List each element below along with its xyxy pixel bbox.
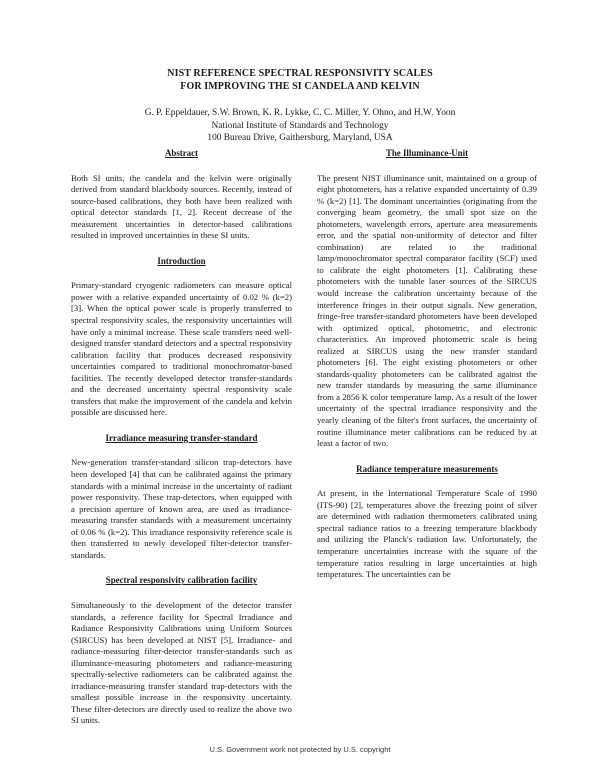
radiance-temperature-text: At present, in the International Temperature Scale of 1990 (ITS-90) [2], temperatures above the freezing point of silver are determined with radiation thermometers calibrated using spectral radiance ratios to a freezing temperature blackbody and utilizing the Planck's radiation law. Unfortunately, the temperature uncertainties increase with the square of the temperature ratios resulting in large uncertainties at high temperatures. The uncertainties can be [317, 488, 537, 580]
left-column [71, 148, 292, 727]
author-institution: National Institute of Standards and Technology [211, 120, 389, 131]
introduction-text: Primary-standard cryogenic radiometers can measure optical power with a relative expanded uncertainty of 0.02 % (k=2) [3]. When the optical power scale is properly transferred to spectral responsivity scales, the responsivity uncertainties will have only a minimal increase. These scale transfers need well-designed transfer standard detectors and a spectral responsivity calibration facility that produces decreased responsivity uncertainties compared to traditional monochromator-based facilities. The recently developed detector transfer-standards and the decreased uncertainty spectral responsivity scale transfers that make the improvement of the candela and kelvin possible are discussed here. [71, 280, 292, 418]
section-heading-spectral-facility: Spectral responsivity calibration facility [105, 575, 258, 586]
author-address: 100 Bureau Drive, Gaithersburg, Maryland, USA [207, 133, 393, 144]
section-heading-illuminance: The Illuminance-Unit [385, 148, 469, 158]
paper-title [0, 67, 600, 93]
irradiance-text: New-generation transfer-standard silicon trap-detectors have been developed [4] that can be calibrated against the primary standards with a minimal increase in the uncertainty of radiant power responsivity. These trap-detectors, when equipped with a precision aperture of known area, are used as irradiance-measuring transfer standards with a measurement uncertainty of 0.06 % (k=2). This irradiance responsivity reference scale is then transferred to newly developed filter-detector transfer-standards. [71, 457, 292, 560]
author-block [0, 107, 600, 145]
illuminance-text: The present NIST illuminance unit, maintained on a group of eight photometers, has a relative expanded uncertainty of 0.39 % (k=2) [1]. The dominant uncertainties (originating from the converging beam geometry, the small spot size on the photometers, wavelength errors, aperture area measurements error, and the spatial non-uniformity of detector and filter combination) are related to the traditional lamp/monochromator spectral comparator facility (SCF) used to calibrate the eight photometers [1]. Calibrating these photometers with the tunable laser sources of the SIRCUS would increase the calibration uncertainty because of the interference fringes in their output signals. New generation, fringe-free transfer-standard photometers have been developed with optimized optical, photometric, and electronic characteristics. An improved photometric scale is being realized at SIRCUS using the new transfer standard photometers [6]. The eight existing photometers or other standards-quality photometers can be calibrated against the new transfer standards by measuring the same illuminance from a 2856 K color temperature lamp. As a result of the lower uncertainty of the spectral irradiance responsivity and the yearly cleaning of the filter's front surfaces, the uncertainty of routine illuminance meter calibrations can be reduced by at least a factor of two. [317, 172, 537, 449]
right-column [317, 148, 537, 581]
section-heading-radiance-temperature: Radiance temperature measurements [356, 463, 498, 474]
section-heading-abstract: Abstract [164, 148, 199, 158]
spectral-facility-text: Simultaneously to the development of the detector transfer standards, a reference facility for Spectral Irradiance and Radiance Responsivity Calibrations using Uniform Sources (SIRCUS) has been developed at NIST [5]. Irradiance- and radiance-measuring filter-detector transfer-standards such as illuminance-measuring photometers and radiance-measuring spectrally-selective radiometers can be calibrated against the irradiance-measuring transfer standard trap-detectors with the smallest possible increase in the responsivity uncertainty. These filter-detectors are directly used to realize the above two SI units. [71, 599, 292, 726]
title-line-2: FOR IMPROVING THE SI CANDELA AND KELVIN [180, 81, 420, 92]
author-names: G. P. Eppeldauer, S.W. Brown, K. R. Lykke, C. C. Miller, Y. Ohno, and H.W. Yoon [144, 108, 456, 118]
copyright-footer: U.S. Government work not protected by U.S. copyright [209, 745, 391, 754]
section-heading-irradiance: Irradiance measuring transfer-standard [105, 432, 258, 443]
abstract-text: Both SI units, the candela and the kelvin were originally derived from standard blackbody sources. Recently, instead of source-based calibrations, they both have been realized with optical detector standards [1, 2]. Recent decrease of the measurement uncertainties in detector-based calibrations resulted in improved uncertainties in these SI units. [71, 172, 292, 241]
section-heading-introduction: Introduction [157, 255, 206, 266]
title-line-1: NIST REFERENCE SPECTRAL RESPONSIVITY SCALES [167, 68, 433, 79]
